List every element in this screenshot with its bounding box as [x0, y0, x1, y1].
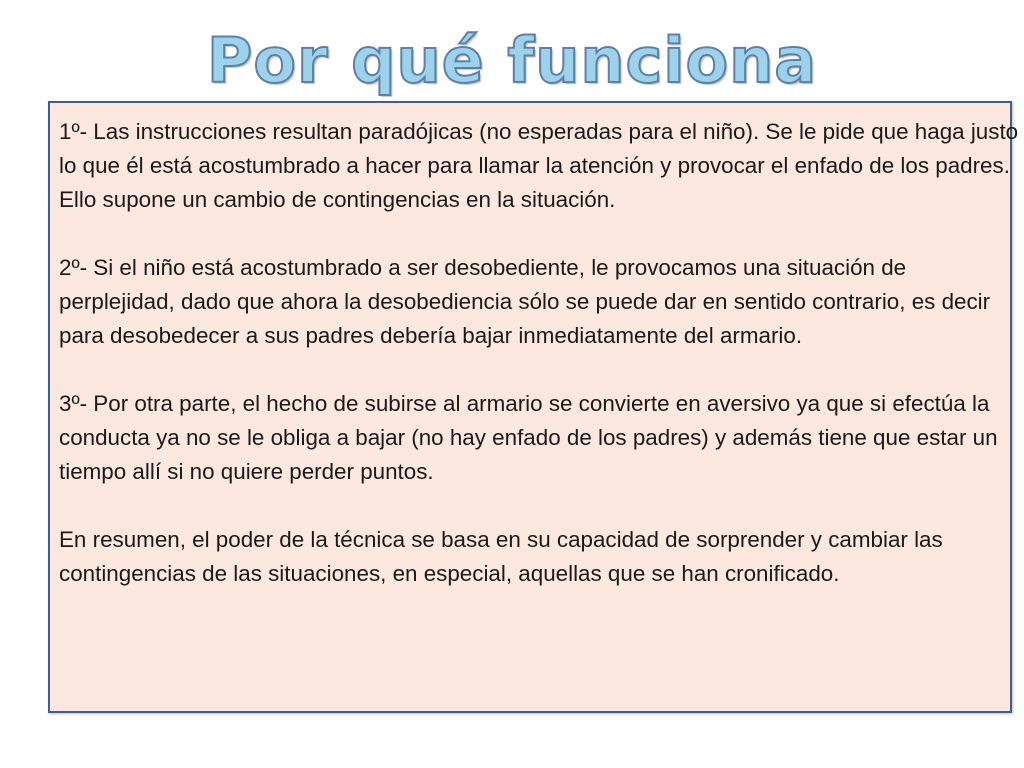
paragraph-1: 1º- Las instrucciones resultan paradójicas (no esperadas para el niño). Se le pide que haga justo lo que él está acostumbrado a hacer para llamar la atención y provocar el enfado de los padres. Ello supone un cambio de contingencias en la situación. [59, 119, 1019, 212]
content-text [59, 115, 1019, 591]
slide-title: Por qué funciona [206, 24, 818, 97]
paragraph-summary: En resumen, el poder de la técnica se basa en su capacidad de sorprender y cambiar las contingencias de las situaciones, en especial, aquellas que se han cronificado. [59, 527, 943, 586]
paragraph-3: 3º- Por otra parte, el hecho de subirse al armario se convierte en aversivo ya que si efectúa la conducta ya no se le obliga a bajar (no hay enfado de los padres) y además tiene que estar un tiempo allí si no quiere perder puntos. [59, 391, 998, 484]
paragraph-2: 2º- Si el niño está acostumbrado a ser desobediente, le provocamos una situación de perplejidad, dado que ahora la desobediencia sólo se puede dar en sentido contrario, es decir para desobedecer a sus padres debería bajar inmediatamente del armario. [59, 255, 991, 348]
